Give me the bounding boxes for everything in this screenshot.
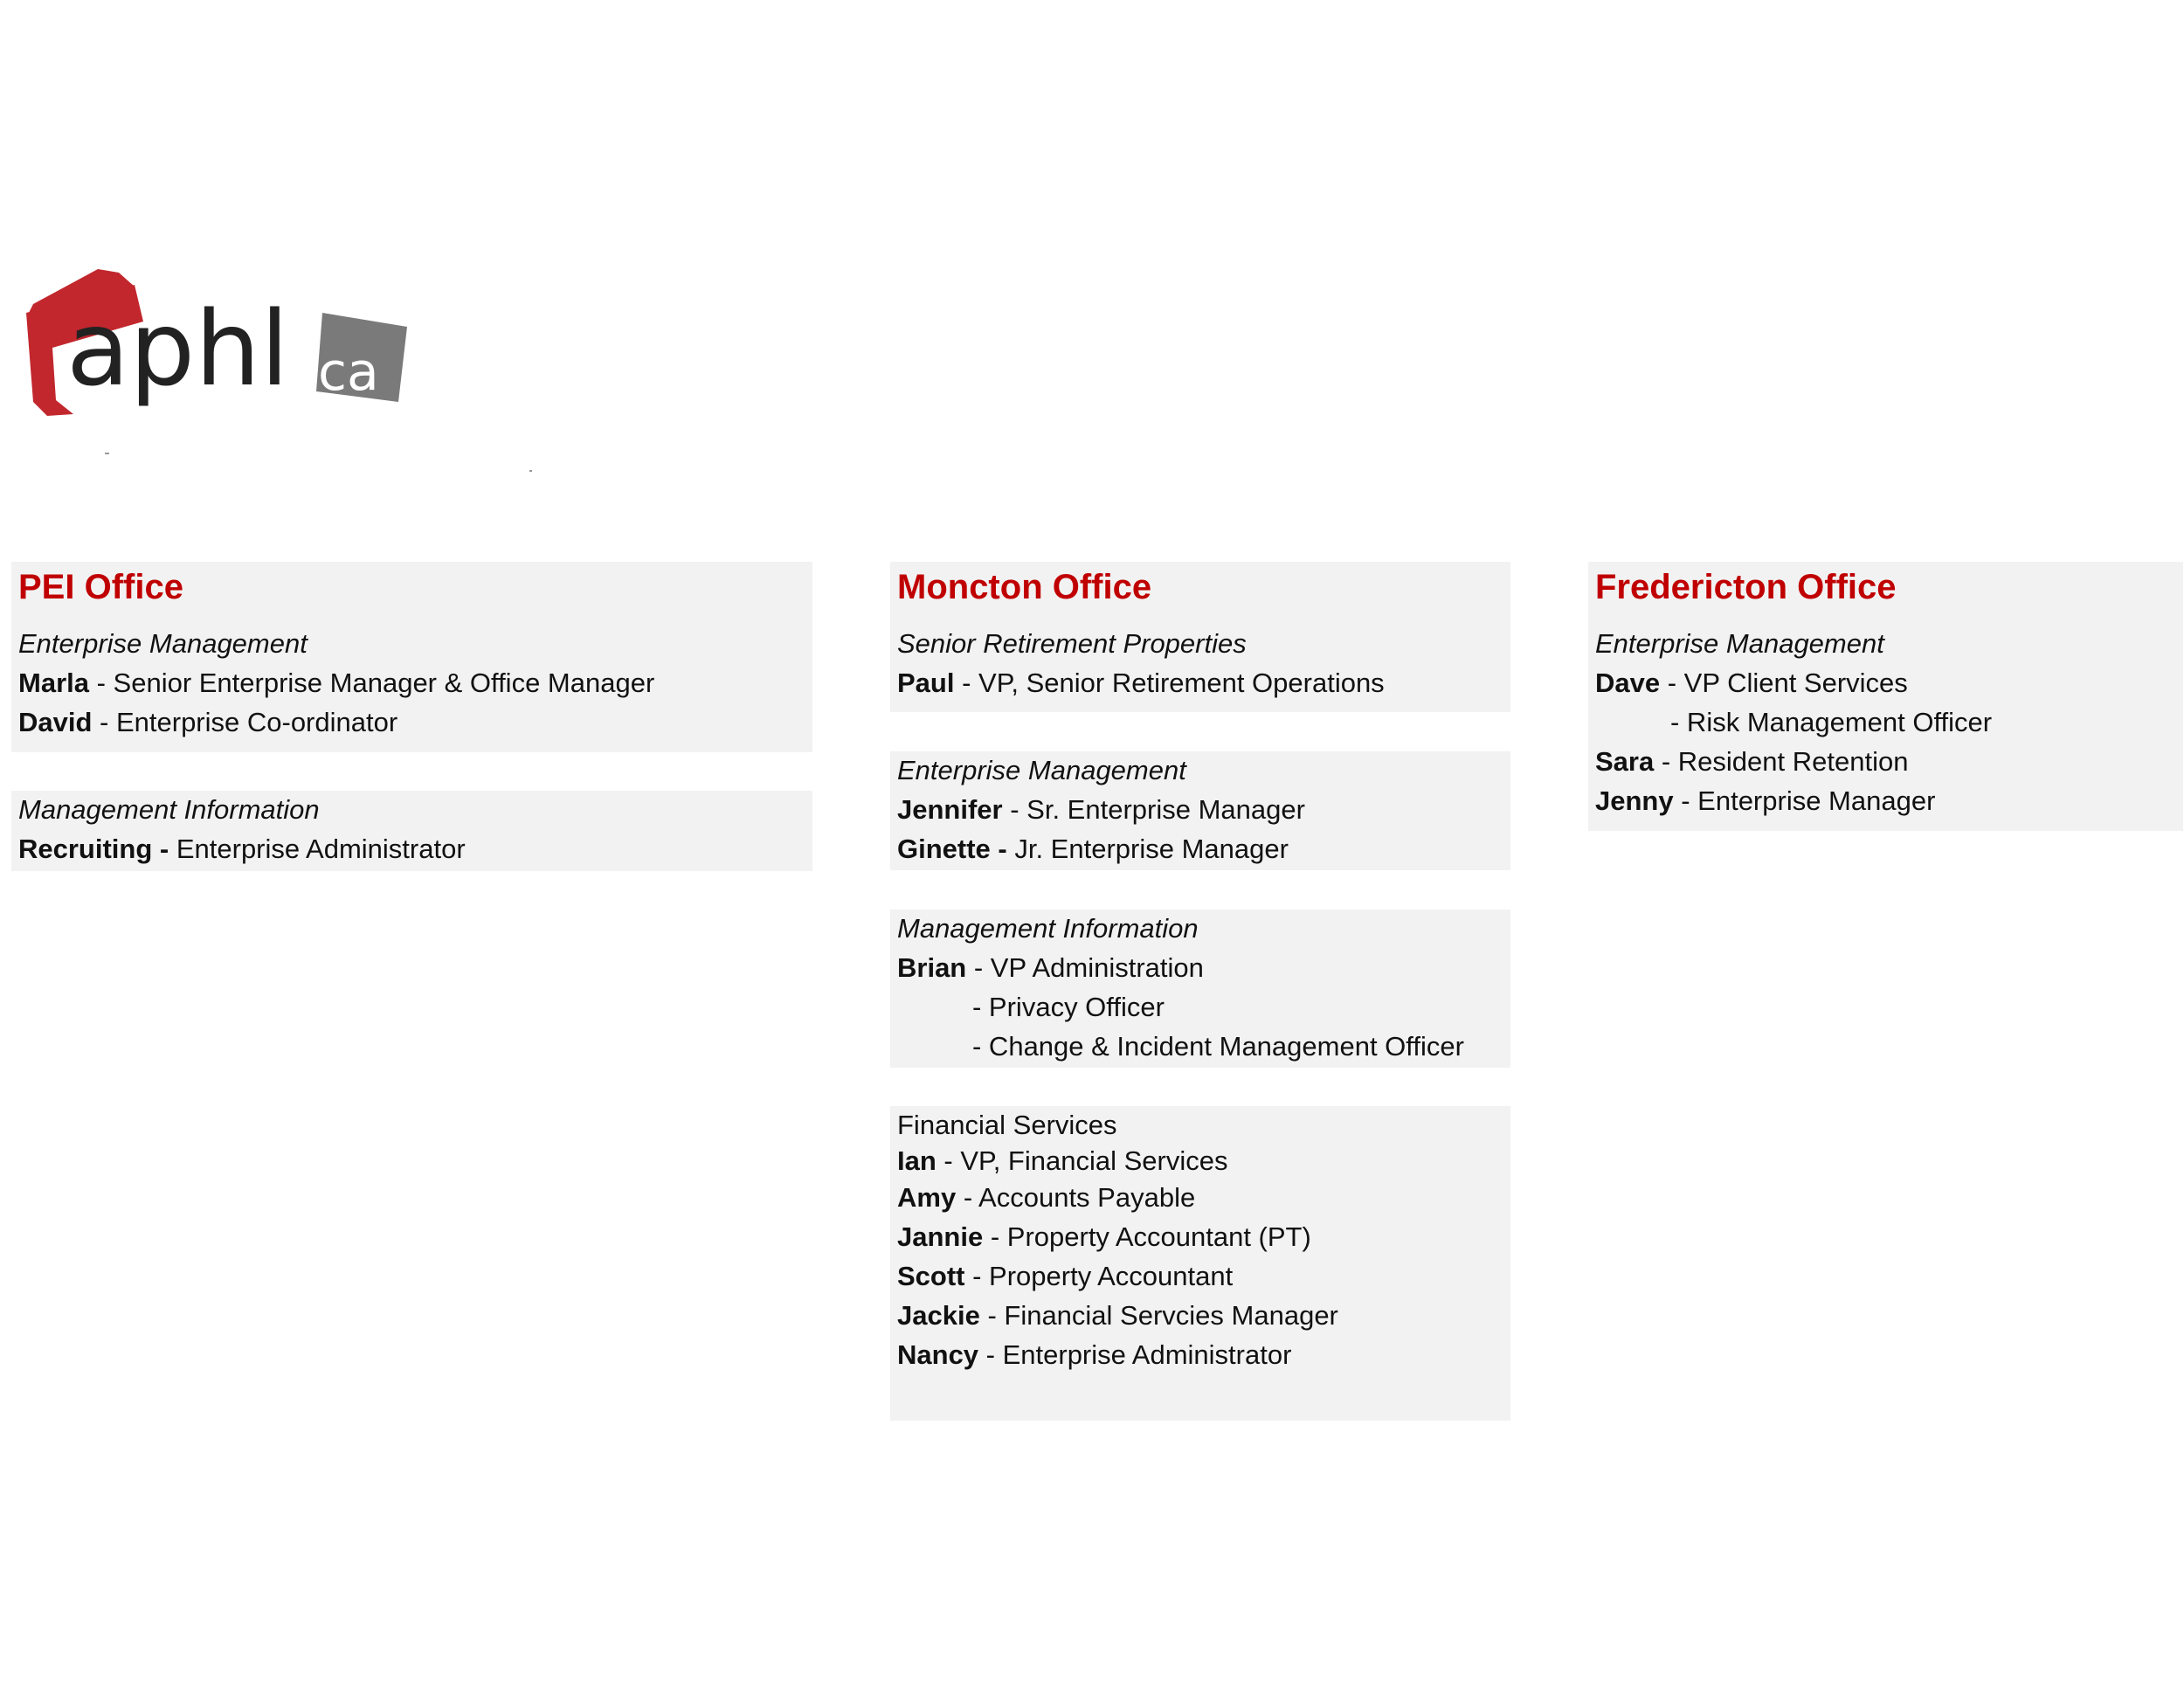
person-name: Brian <box>897 952 967 983</box>
additional-role: - Privacy Officer <box>972 992 1165 1022</box>
stray-mark <box>105 453 109 454</box>
moncton-section-management-information <box>890 910 1510 1068</box>
additional-role: - Risk Management Officer <box>1670 707 1993 737</box>
logo-suffix: ca <box>318 342 379 403</box>
person-role: - Resident Retention <box>1654 746 1909 777</box>
office-title-fredericton: Fredericton Office <box>1595 568 1897 606</box>
person-role: - VP, Senior Retirement Operations <box>954 668 1385 698</box>
person-row <box>897 948 1503 987</box>
category-label: Management Information <box>897 913 1199 944</box>
person-name: Dave <box>1595 668 1661 698</box>
person-name: Nancy <box>897 1339 979 1370</box>
person-name: Jennifer <box>897 794 1003 825</box>
person-row <box>18 829 805 868</box>
person-name: Jackie <box>897 1300 980 1331</box>
person-role: - Sr. Enterprise Manager <box>1002 794 1305 825</box>
person-row <box>1595 781 2176 820</box>
person-name: Ian <box>897 1145 936 1176</box>
person-role: Jr. Enterprise Manager <box>1006 834 1289 864</box>
person-name: Recruiting - <box>18 834 169 864</box>
person-row <box>897 1335 1503 1374</box>
category-label: Management Information <box>18 794 320 825</box>
office-title-pei: PEI Office <box>18 568 183 606</box>
category-label: Senior Retirement Properties <box>897 628 1247 659</box>
additional-role: - Change & Incident Management Officer <box>972 1031 1464 1062</box>
person-name: Jannie <box>897 1221 984 1252</box>
person-role: - Enterprise Administrator <box>978 1339 1292 1370</box>
aphl-logo <box>21 269 414 426</box>
person-role: - VP Administration <box>966 952 1204 983</box>
stray-mark <box>529 470 532 472</box>
person-role: - Enterprise Co-ordinator <box>92 707 398 737</box>
person-row <box>897 1296 1503 1335</box>
person-role: Enterprise Administrator <box>169 834 466 864</box>
person-row <box>18 702 805 742</box>
logo-text: aphl <box>66 288 289 409</box>
moncton-section-enterprise-management <box>890 751 1510 870</box>
person-row <box>18 663 805 702</box>
person-name: Jenny <box>1595 785 1674 816</box>
person-row <box>897 663 1503 702</box>
person-row <box>897 1256 1503 1296</box>
category-label: Enterprise Management <box>897 755 1186 785</box>
category-label: Enterprise Management <box>18 628 308 659</box>
person-row <box>897 1145 1503 1178</box>
person-name: Marla <box>18 668 89 698</box>
person-role: - VP Client Services <box>1660 668 1908 698</box>
person-row <box>897 790 1503 829</box>
person-name: Paul <box>897 668 955 698</box>
person-row <box>897 1217 1503 1256</box>
category-label: Enterprise Management <box>1595 628 1884 659</box>
moncton-section-financial-services <box>890 1106 1510 1421</box>
category-label: Financial Services <box>897 1110 1117 1140</box>
person-row <box>1595 742 2176 781</box>
person-name: Amy <box>897 1182 957 1213</box>
person-role: - VP, Financial Services <box>936 1145 1228 1176</box>
person-row <box>1595 663 2176 702</box>
person-row <box>897 1178 1503 1217</box>
person-name: Scott <box>897 1261 965 1291</box>
office-title-moncton: Moncton Office <box>897 568 1152 606</box>
person-role: - Senior Enterprise Manager & Office Manager <box>88 668 655 698</box>
person-name: Ginette - <box>897 834 1007 864</box>
person-name: David <box>18 707 93 737</box>
pei-section-management-information <box>11 791 812 871</box>
person-name: Sara <box>1595 746 1655 777</box>
person-role: - Enterprise Manager <box>1673 785 1936 816</box>
person-role: - Property Accountant (PT) <box>983 1221 1311 1252</box>
person-role: - Accounts Payable <box>956 1182 1196 1213</box>
person-role: - Financial Servcies Manager <box>979 1300 1338 1331</box>
person-row <box>897 829 1503 868</box>
person-role: - Property Accountant <box>964 1261 1234 1291</box>
